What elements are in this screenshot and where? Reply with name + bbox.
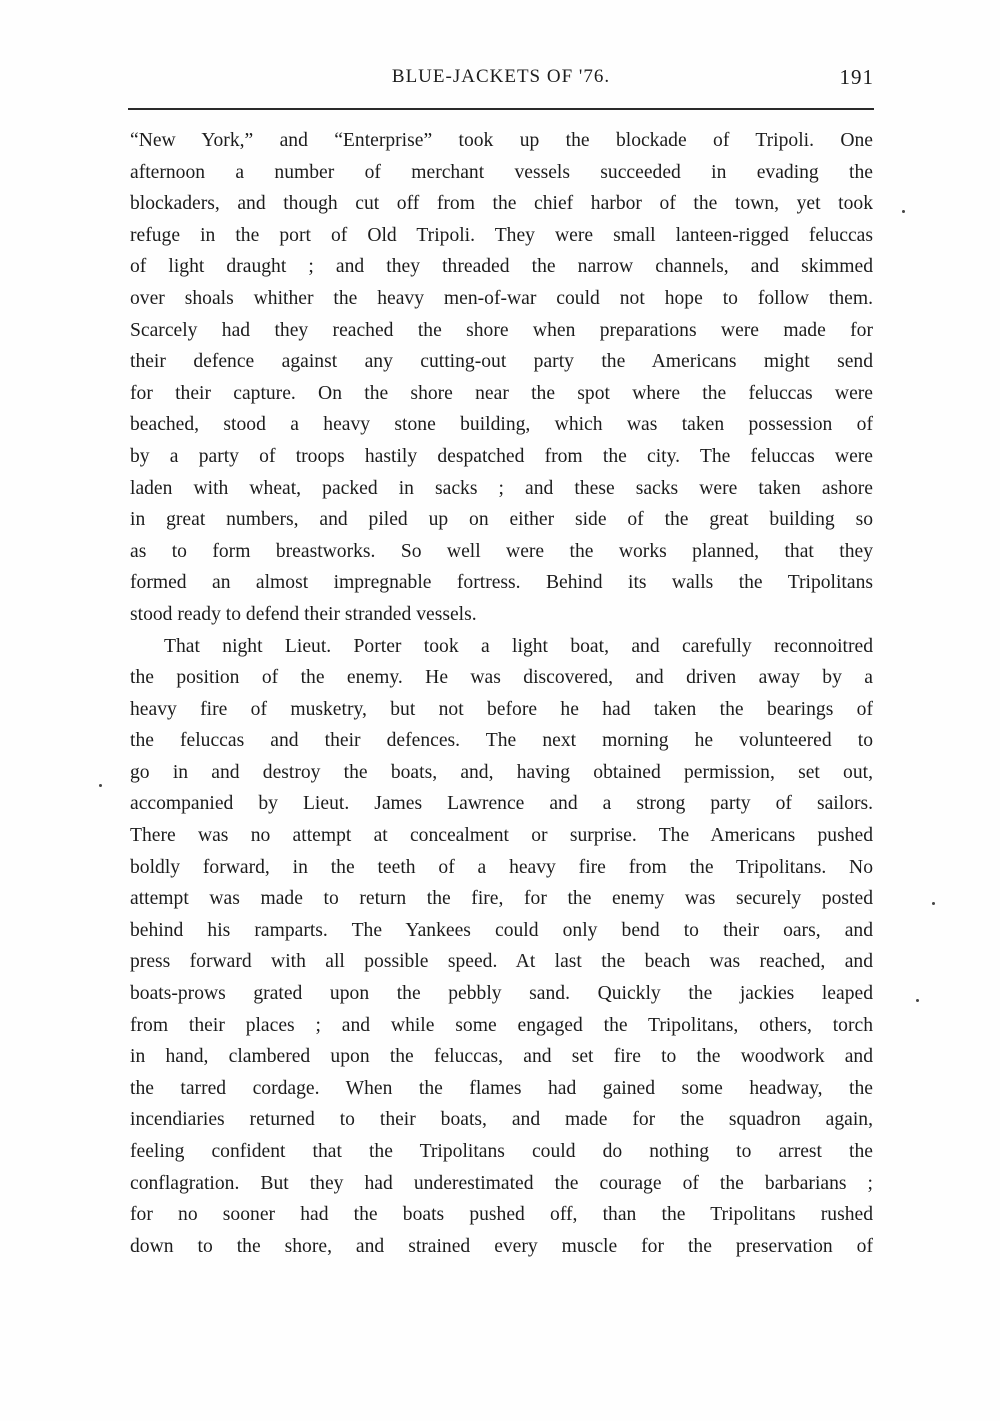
text-line: stood ready to defend their stranded vessels.: [130, 603, 477, 625]
header-rule: [128, 108, 874, 110]
text-line: formed an almost impregnable fortress. Behind its walls the Tripolitans: [130, 572, 873, 594]
text-line: for no sooner had the boats pushed off, than the Tripolitans rushed: [130, 1204, 873, 1226]
text-line: their defence against any cutting-out party the Americans might send: [130, 351, 873, 373]
text-line: boats-prows grated upon the pebbly sand. Quickly the jackies leaped: [130, 983, 873, 1005]
text-line: from their places ; and while some engaged the Tripolitans, others, torch: [130, 1014, 873, 1036]
text-line: as to form breastworks. So well were the works planned, that they: [130, 540, 873, 562]
margin-speck: [916, 999, 919, 1002]
text-line: heavy fire of musketry, but not before he had taken the bearings of: [130, 698, 873, 720]
text-line: in hand, clambered upon the feluccas, and set fire to the woodwork and: [130, 1046, 873, 1068]
text-line: incendiaries returned to their boats, and made for the squadron again,: [130, 1109, 873, 1131]
text-line: There was no attempt at concealment or surprise. The Americans pushed: [130, 825, 873, 847]
text-line: afternoon a number of merchant vessels succeeded in evading the: [130, 161, 873, 183]
text-line: “New York,” and “Enterprise” took up the blockade of Tripoli. One: [130, 130, 873, 151]
text-line: by a party of troops hastily despatched from the city. The feluccas were: [130, 445, 873, 467]
text-line: of light draught ; and they threaded the narrow channels, and skimmed: [130, 256, 873, 278]
text-line: attempt was made to return the fire, for the enemy was securely posted: [130, 888, 873, 910]
text-line: press forward with all possible speed. At last the beach was reached, and: [130, 951, 873, 973]
paragraph-2: [130, 631, 873, 1263]
running-title: BLUE-JACKETS OF '76.: [391, 66, 611, 87]
text-line: boldly forward, in the teeth of a heavy fire from the Tripolitans. No: [130, 856, 873, 878]
text-line: conflagration. But they had underestimated the courage of the barbarians ;: [130, 1172, 873, 1194]
text-line: over shoals whither the heavy men-of-war could not hope to follow them.: [130, 287, 873, 309]
text-line: the tarred cordage. When the flames had gained some headway, the: [130, 1077, 873, 1099]
text-line: laden with wheat, packed in sacks ; and these sacks were taken ashore: [130, 477, 873, 499]
text-line: refuge in the port of Old Tripoli. They were small lanteen-rigged feluccas: [130, 224, 873, 246]
margin-speck: [902, 210, 905, 213]
text-line: down to the shore, and strained every muscle for the preservation of: [130, 1235, 873, 1257]
paragraph-1: [130, 125, 873, 631]
text-line: behind his ramparts. The Yankees could only bend to their oars, and: [130, 919, 873, 941]
margin-speck: [99, 784, 102, 787]
text-line: accompanied by Lieut. James Lawrence and a strong party of sailors.: [130, 793, 873, 815]
text-line: That night Lieut. Porter took a light boat, and carefully reconnoitred: [164, 635, 873, 657]
text-line: Scarcely had they reached the shore when preparations were made for: [130, 319, 873, 341]
text-line: for their capture. On the shore near the spot where the feluccas were: [130, 382, 873, 404]
margin-speck: [932, 902, 935, 905]
text-line: beached, stood a heavy stone building, which was taken possession of: [130, 414, 873, 436]
text-line: in great numbers, and piled up on either side of the great building so: [130, 509, 873, 531]
text-line: go in and destroy the boats, and, having obtained permission, set out,: [130, 761, 873, 783]
text-line: feeling confident that the Tripolitans could do nothing to arrest the: [130, 1141, 873, 1162]
text-line: the feluccas and their defences. The next morning he volunteered to: [130, 730, 873, 752]
text-line: blockaders, and though cut off from the chief harbor of the town, yet took: [130, 193, 873, 215]
running-header: [128, 62, 874, 96]
text-line: the position of the enemy. He was discovered, and driven away by a: [130, 667, 873, 689]
page-number: 191: [839, 65, 874, 89]
body-text: [130, 125, 873, 1262]
